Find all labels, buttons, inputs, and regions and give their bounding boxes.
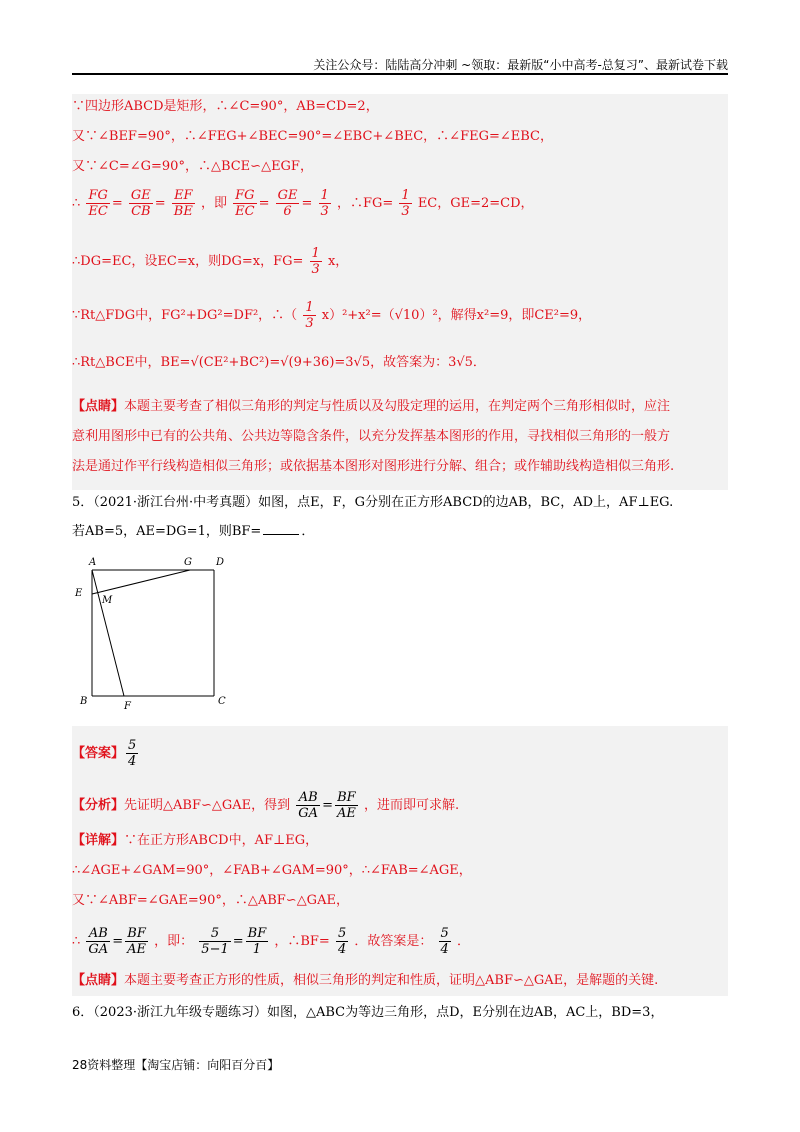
label-e: E — [75, 588, 83, 599]
page-footer — [72, 1056, 279, 1073]
detail-label: 【详解】 — [72, 833, 125, 848]
segment-eg — [92, 570, 190, 594]
sol4-line-6: ∵Rt△FDG中，FG²+DG²=DF²，∴（ $\frac{1}{3}$ x）²+x²=（√10）²，解得x²=9，即CE²=9， — [72, 300, 592, 331]
sol4-line-5: ∴DG=EC，设EC=x，则DG=x，FG= $\frac{1}{3}$ x， — [72, 246, 349, 277]
fraction: $\frac{BF}{1}$ — [247, 926, 267, 957]
footer-text: 资料整理【淘宝店铺：向阳百分百】 — [87, 1058, 280, 1072]
q5-square-figure — [72, 554, 252, 722]
fraction: $\frac{1}{3}$ — [311, 246, 320, 277]
q5-detail-line-4: ∴ $\frac{AB}{GA}$ = $\frac{BF}{AE}$ ，即： $\frac{5}{5-1}$ = $\frac{BF}{1}$ ，∴BF= $\frac{5}{4}$ ．故答案是： $\frac{5}{4}$ ． — [72, 926, 470, 957]
sol4-point-line-2: 意利用图形中已有的公共角、公共边等隐含条件，以充分发挥基本图形的作用，寻找相似三角形的一般方 — [72, 429, 671, 444]
label-b: B — [80, 696, 88, 707]
fraction: $\frac{5}{4}$ — [337, 926, 347, 957]
q5-detail-line-3: 又∵∠ABF=∠GAE=90°，∴△ABF∽△GAE， — [72, 893, 349, 908]
answer-blank — [263, 534, 299, 535]
sol4-line-1: ∵四边形ABCD是矩形，∴∠C=90°，AB=CD=2， — [72, 99, 379, 114]
q5-detail-line-1: 【详解】∵在正方形ABCD中，AF⊥EG， — [72, 833, 319, 848]
answer-label: 【答案】 — [72, 746, 125, 761]
sol4-point-line-3: 法是通过作平行线构造相似三角形；或依据基本图形对图形进行分解、组合；或作辅助线构造相似三角形. — [72, 459, 675, 474]
fraction: $\frac{GE}{6}$ — [277, 188, 298, 219]
fraction: $\frac{GE}{CB}$ — [130, 188, 151, 219]
segment-af — [92, 570, 124, 696]
fraction: $\frac{FG}{EC}$ — [88, 188, 108, 219]
q5-detail-line-2: ∴∠AGE+∠GAM=90°，∠FAB+∠GAM=90°，∴∠FAB=∠AGE， — [72, 863, 472, 878]
analysis-label: 【分析】 — [72, 798, 125, 813]
fraction: $\frac{AB}{GA}$ — [298, 790, 319, 821]
sol4-line-7: ∴Rt△BCE中，BE=√(CE²+BC²)=√(9+36)=3√5，故答案为：3√5． — [72, 355, 486, 370]
fraction: $\frac{1}{3}$ — [401, 188, 410, 219]
q6-stem-line-1: 6．（2023·浙江九年级专题练习）如图，△ABC为等边三角形，点D，E分别在边AB，AC上，BD=3， — [72, 1005, 664, 1020]
fraction: $\frac{BF}{AE}$ — [336, 790, 356, 821]
label-f: F — [124, 701, 131, 712]
label-m: M — [102, 595, 113, 606]
fraction: $\frac{BF}{AE}$ — [127, 926, 146, 957]
fraction: $\frac{AB}{GA}$ — [88, 926, 109, 957]
sol4-line-3: 又∵∠C=∠G=90°，∴△BCE∽△EGF， — [72, 159, 313, 174]
label-a: A — [89, 557, 97, 568]
fraction: $\frac{5}{5-1}$ — [201, 926, 229, 957]
sol4-line-4: ∴ $\frac{FG}{EC}$ = $\frac{GE}{CB}$ = $\frac{EF}{BE}$ ，即 $\frac{FG}{EC}$ = $\frac{GE}{6}$ = $\frac{1}{3}$ ，∴FG= $\frac{1}{3}$ EC，GE=2=CD， — [72, 188, 534, 219]
fraction: $\frac{5}{4}$ — [440, 926, 449, 957]
q5-stem-line-2: 若AB=5，AE=DG=1，则BF= ． — [72, 524, 315, 539]
fraction: $\frac{1}{3}$ — [320, 188, 329, 219]
point-label: 【点睛】 — [72, 973, 125, 988]
label-g: G — [184, 557, 192, 568]
q5-stem-line-1: 5．（2021·浙江台州·中考真题）如图，点E，F，G分别在正方形ABCD的边AB，BC，AD上，AF⊥EG. — [72, 495, 674, 510]
page-number: 28 — [72, 1058, 88, 1072]
header-rule — [72, 73, 728, 75]
page-header: 关注公众号：陆陆高分冲刺 ~领取：最新版“小中高考-总复习”、最新试卷下载 — [313, 58, 728, 72]
q5-point: 【点睛】本题主要考查正方形的性质，相似三角形的判定和性质，证明△ABF∽△GAE，是解题的关键. — [72, 973, 659, 988]
fraction: $\frac{FG}{EC}$ — [235, 188, 255, 219]
sol4-line-2: 又∵∠BEF=90°，∴∠FEG+∠BEC=90°=∠EBC+∠BEC，∴∠FEG=∠EBC， — [72, 129, 553, 144]
q5-analysis: 【分析】先证明△ABF∽△GAE，得到 $\frac{AB}{GA}$ = $\frac{BF}{AE}$ ，进而即可求解. — [72, 790, 460, 821]
sol4-point-line-1: 【点睛】本题主要考查了相似三角形的判定与性质以及勾股定理的运用，在判定两个三角形相似时，应注 — [72, 399, 671, 414]
fraction: $\frac{1}{3}$ — [305, 300, 314, 331]
label-c: C — [218, 696, 226, 707]
point-label: 【点睛】 — [72, 399, 125, 414]
fraction: $\frac{EF}{BE}$ — [173, 188, 193, 219]
label-d: D — [216, 557, 225, 568]
q5-answer — [72, 738, 140, 769]
fraction: $\frac{5}{4}$ — [128, 738, 137, 769]
